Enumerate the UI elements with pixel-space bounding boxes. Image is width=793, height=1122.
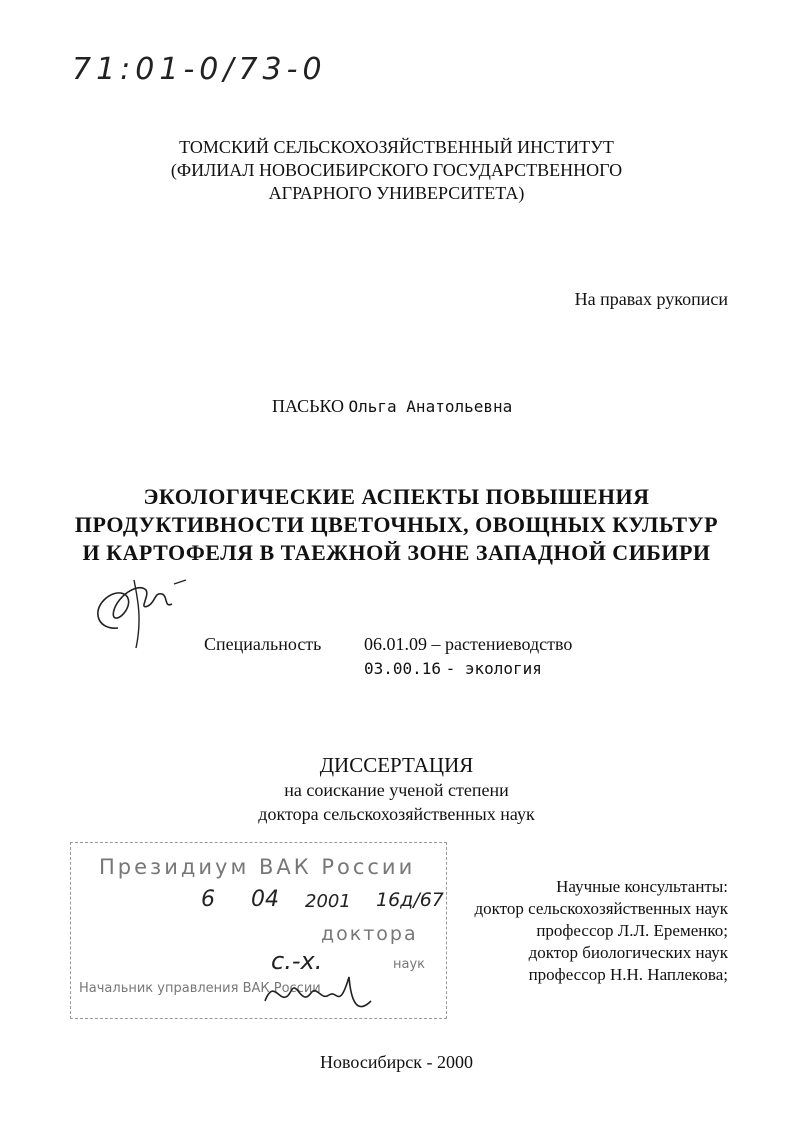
specialty-name-1: – растениеводство [431, 634, 573, 654]
specialty-name-2: - экология [445, 659, 542, 678]
institute-line-2: (ФИЛИАЛ НОВОСИБИРСКОГО ГОСУДАРСТВЕННОГО [170, 160, 623, 180]
archive-number: 71:01-0/73-0 [72, 52, 327, 87]
dissertation-heading: ДИССЕРТАЦИЯ [319, 753, 474, 777]
consultant-line-3: доктор биологических наук [528, 943, 728, 962]
institute-header [0, 136, 793, 205]
dissertation-line-2: доктора сельскохозяйственных наук [258, 804, 535, 824]
institute-line-3: АГРАРНОГО УНИВЕРСИТЕТА) [268, 183, 525, 203]
consultants-block [474, 876, 728, 986]
dissertation-block [0, 752, 793, 826]
consultant-line-4: профессор Н.Н. Наплекова; [528, 965, 728, 984]
stamp-signature [261, 971, 381, 1017]
vak-stamp [70, 842, 447, 1019]
stamp-decision-number: 16д/67 [376, 889, 444, 911]
consultant-line-2: профессор Л.Л. Еременко; [536, 921, 728, 940]
manuscript-note: На правах рукописи [574, 289, 728, 309]
specialty-code-2: 03.00.16 [364, 659, 442, 678]
stamp-bottom-text: Начальник управления ВАК России [79, 981, 321, 996]
title-line-3: И КАРТОФЕЛЯ В ТАЕЖНОЙ ЗОНЕ ЗАПАДНОЙ СИБИРИ [82, 540, 711, 565]
institute-line-1: ТОМСКИЙ СЕЛЬСКОХОЗЯЙСТВЕННЫЙ ИНСТИТУТ [179, 137, 614, 157]
specialty-code-1: 06.01.09 [364, 634, 427, 654]
dissertation-title [0, 483, 793, 567]
dissertation-line-1: на соискание ученой степени [284, 780, 509, 800]
consultant-line-1: доктор сельскохозяйственных наук [474, 899, 728, 918]
specialty-label: Специальность [204, 634, 322, 654]
stamp-field: с.-х. [271, 947, 323, 975]
author-surname: ПАСЬКО [272, 396, 344, 416]
signature-mark [88, 570, 198, 660]
specialty-item-1 [364, 632, 572, 656]
title-line-2: ПРОДУКТИВНОСТИ ЦВЕТОЧНЫХ, ОВОЩНЫХ КУЛЬТУР [74, 512, 719, 537]
stamp-date-day: 6 [201, 887, 215, 912]
stamp-date-month: 04 [251, 887, 279, 912]
stamp-field-suffix: наук [393, 957, 426, 972]
stamp-degree: доктора [321, 923, 418, 945]
specialty-item-2 [364, 656, 542, 681]
stamp-date-year: 2001 [305, 891, 351, 912]
stamp-header: Президиум ВАК России [99, 855, 416, 879]
title-line-1: ЭКОЛОГИЧЕСКИЕ АСПЕКТЫ ПОВЫШЕНИЯ [143, 484, 650, 509]
author-given-names: Ольга Анатольевна [348, 397, 513, 416]
author-name [272, 396, 512, 417]
consultants-heading: Научные консультанты: [556, 877, 728, 896]
city-year: Новосибирск - 2000 [320, 1052, 473, 1072]
